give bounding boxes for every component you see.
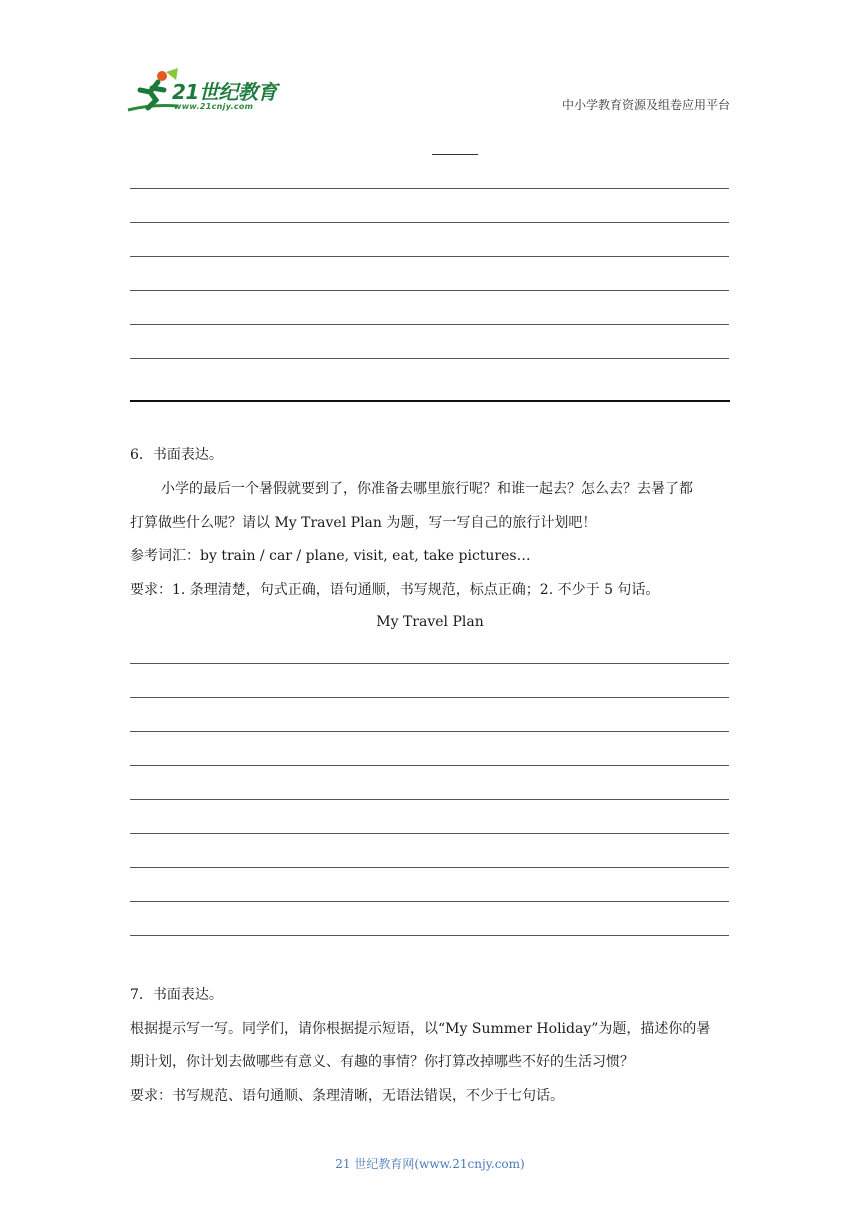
answer-line bbox=[130, 188, 729, 189]
answer-line bbox=[130, 663, 729, 664]
q7-title: 7．书面表达。 bbox=[130, 987, 223, 1003]
page-footer: 21 世纪教育网(www.21cnjy.com) bbox=[335, 1157, 525, 1171]
answer-line bbox=[130, 697, 729, 698]
q6-requirements: 要求：1. 条理清楚，句式正确，语句通顺，书写规范，标点正确；2. 不少于 5 句话。 bbox=[130, 582, 660, 598]
answer-line bbox=[130, 799, 729, 800]
answer-line bbox=[130, 731, 729, 732]
answer-line bbox=[130, 867, 729, 868]
q6-prompt-line2: 打算做些什么呢？请以 My Travel Plan 为题，写一写自己的旅行计划吧！ bbox=[130, 515, 597, 531]
q7-prompt-line2: 期计划，你计划去做哪些有意义、有趣的事情？你打算改掉哪些不好的生活习惯？ bbox=[130, 1054, 634, 1070]
answer-blank-short bbox=[432, 154, 478, 155]
answer-line bbox=[130, 324, 729, 325]
q7-prompt-line1: 根据提示写一写。同学们，请你根据提示短语，以“My Summer Holiday”为题，描述你的暑 bbox=[130, 1021, 711, 1037]
logo-url: www.21cnjy.com bbox=[174, 102, 254, 111]
q7-requirements: 要求：书写规范、语句通顺、条理清晰，无语法错误，不少于七句话。 bbox=[130, 1088, 564, 1104]
section-divider bbox=[130, 400, 730, 402]
q6-title: 6．书面表达。 bbox=[130, 447, 223, 463]
q6-prompt-line1: 小学的最后一个暑假就要到了，你准备去哪里旅行呢？和谁一起去？怎么去？去暑了都 bbox=[161, 481, 693, 497]
answer-line bbox=[130, 290, 729, 291]
answer-line bbox=[130, 765, 729, 766]
q6-essay-title: My Travel Plan bbox=[376, 614, 484, 630]
site-logo bbox=[122, 66, 292, 116]
answer-line bbox=[130, 901, 729, 902]
answer-line bbox=[130, 935, 729, 936]
logo-title: 21世纪教育 bbox=[172, 80, 277, 104]
q6-vocab: 参考词汇：by train / car / plane, visit, eat, take pictures… bbox=[130, 548, 531, 564]
answer-line bbox=[130, 833, 729, 834]
answer-line bbox=[130, 358, 729, 359]
answer-line bbox=[130, 256, 729, 257]
answer-line bbox=[130, 222, 729, 223]
header-tagline: 中小学教育资源及组卷应用平台 bbox=[561, 98, 730, 112]
